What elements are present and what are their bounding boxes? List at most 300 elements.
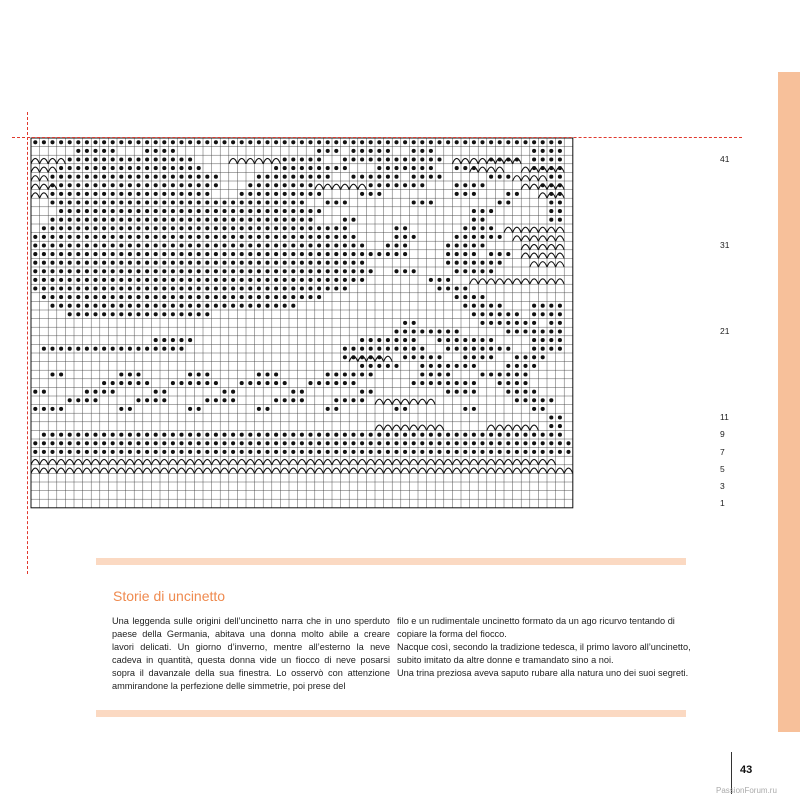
chart-dot	[446, 364, 450, 368]
chart-dot	[145, 157, 149, 161]
chart-dot	[343, 381, 347, 385]
chart-scallop	[530, 468, 539, 473]
chart-dot	[343, 140, 347, 144]
chart-dot	[317, 140, 321, 144]
chart-dot	[558, 149, 562, 153]
chart-dot	[265, 372, 269, 376]
chart-dot	[214, 398, 218, 402]
chart-dot	[429, 140, 433, 144]
chart-dot	[343, 398, 347, 402]
chart-scallop	[203, 468, 212, 473]
chart-dot	[119, 157, 123, 161]
chart-scallop	[547, 236, 556, 241]
chart-scallop	[384, 425, 393, 430]
chart-dot	[171, 261, 175, 265]
chart-dot	[162, 261, 166, 265]
chart-dot	[437, 433, 441, 437]
chart-dot	[128, 200, 132, 204]
chart-dot	[171, 338, 175, 342]
chart-dot	[463, 235, 467, 239]
cut-line-vertical	[27, 112, 28, 574]
chart-dot	[549, 433, 553, 437]
chart-dot	[136, 347, 140, 351]
chart-dot	[240, 269, 244, 273]
chart-dot	[274, 269, 278, 273]
chart-dot	[111, 433, 115, 437]
chart-dot	[102, 235, 106, 239]
chart-dot	[532, 312, 536, 316]
chart-dot	[179, 183, 183, 187]
chart-dot	[128, 218, 132, 222]
chart-scallop	[384, 399, 393, 404]
chart-dot	[136, 372, 140, 376]
chart-dot	[300, 398, 304, 402]
chart-dot	[283, 209, 287, 213]
chart-dot	[549, 183, 553, 187]
chart-dot	[68, 252, 72, 256]
chart-dot	[472, 441, 476, 445]
chart-dot	[351, 218, 355, 222]
chart-dot	[463, 252, 467, 256]
chart-dot	[136, 235, 140, 239]
chart-scallop	[521, 468, 530, 473]
chart-dot	[506, 390, 510, 394]
chart-dot	[76, 441, 80, 445]
chart-dot	[111, 286, 115, 290]
chart-dot	[197, 295, 201, 299]
chart-dot	[265, 235, 269, 239]
chart-scallop	[358, 184, 367, 189]
chart-scallop	[40, 184, 49, 189]
chart-dot	[291, 243, 295, 247]
chart-dot	[265, 381, 269, 385]
chart-dot	[50, 183, 54, 187]
chart-dot	[102, 166, 106, 170]
chart-dot	[274, 140, 278, 144]
chart-dot	[420, 329, 424, 333]
chart-dot	[420, 347, 424, 351]
chart-dot	[85, 398, 89, 402]
chart-dot	[111, 157, 115, 161]
chart-scallop	[349, 459, 358, 464]
chart-scallop	[143, 468, 152, 473]
chart-dot	[360, 243, 364, 247]
chart-dot	[386, 364, 390, 368]
chart-dot	[558, 183, 562, 187]
chart-scallop	[530, 227, 539, 232]
chart-dot	[33, 450, 37, 454]
chart-dot	[463, 183, 467, 187]
chart-dot	[102, 175, 106, 179]
chart-scallop	[255, 459, 264, 464]
chart-dot	[506, 450, 510, 454]
chart-dot	[386, 347, 390, 351]
chart-scallop	[332, 468, 341, 473]
chart-dot	[274, 295, 278, 299]
chart-dot	[119, 441, 123, 445]
chart-dot	[549, 398, 553, 402]
chart-dot	[188, 450, 192, 454]
chart-dot	[188, 140, 192, 144]
chart-dot	[197, 209, 201, 213]
chart-dot	[300, 286, 304, 290]
chart-dot	[308, 381, 312, 385]
chart-dot	[420, 433, 424, 437]
chart-dot	[283, 226, 287, 230]
chart-dot	[549, 347, 553, 351]
chart-dot	[369, 355, 373, 359]
chart-scallop	[401, 425, 410, 430]
chart-dot	[265, 218, 269, 222]
chart-dot	[386, 450, 390, 454]
chart-dot	[128, 407, 132, 411]
chart-dot	[162, 209, 166, 213]
chart-dot	[171, 433, 175, 437]
chart-scallop	[31, 193, 40, 198]
row-number: 11	[720, 412, 729, 423]
chart-dot	[257, 381, 261, 385]
chart-scallop	[349, 468, 358, 473]
chart-dot	[119, 372, 123, 376]
chart-dot	[549, 218, 553, 222]
chart-dot	[205, 286, 209, 290]
chart-dot	[93, 209, 97, 213]
chart-dot	[76, 192, 80, 196]
chart-dot	[197, 252, 201, 256]
chart-scallop	[392, 459, 401, 464]
chart-dot	[463, 140, 467, 144]
chart-dot	[343, 157, 347, 161]
chart-dot	[558, 192, 562, 196]
chart-dot	[68, 218, 72, 222]
decorative-strip-top	[96, 558, 686, 565]
chart-scallop	[57, 468, 66, 473]
chart-dot	[291, 286, 295, 290]
chart-dot	[119, 304, 123, 308]
chart-dot	[472, 226, 476, 230]
chart-dot	[343, 372, 347, 376]
chart-dot	[162, 450, 166, 454]
chart-dot	[515, 364, 519, 368]
chart-dot	[291, 218, 295, 222]
chart-dot	[59, 441, 63, 445]
chart-dot	[76, 347, 80, 351]
chart-dot	[111, 381, 115, 385]
chart-dot	[231, 140, 235, 144]
chart-dot	[463, 364, 467, 368]
chart-dot	[343, 433, 347, 437]
chart-dot	[300, 175, 304, 179]
chart-dot	[291, 433, 295, 437]
chart-dot	[265, 450, 269, 454]
chart-dot	[300, 226, 304, 230]
chart-dot	[463, 269, 467, 273]
chart-scallop	[470, 459, 479, 464]
chart-dot	[179, 381, 183, 385]
chart-dot	[549, 157, 553, 161]
chart-dot	[317, 450, 321, 454]
chart-dot	[412, 269, 416, 273]
chart-dot	[205, 175, 209, 179]
chart-dot	[317, 243, 321, 247]
chart-dot	[179, 209, 183, 213]
chart-dot	[76, 157, 80, 161]
chart-dot	[455, 441, 459, 445]
chart-scallop	[538, 193, 547, 198]
chart-dot	[394, 140, 398, 144]
chart-dot	[549, 321, 553, 325]
chart-dot	[558, 304, 562, 308]
chart-dot	[231, 278, 235, 282]
chart-dot	[205, 209, 209, 213]
chart-dot	[68, 433, 72, 437]
chart-scallop	[298, 468, 307, 473]
chart-scallop	[117, 468, 126, 473]
chart-dot	[283, 218, 287, 222]
chart-dot	[93, 304, 97, 308]
chart-dot	[274, 218, 278, 222]
chart-dot	[291, 441, 295, 445]
chart-dot	[394, 407, 398, 411]
chart-scallop	[427, 468, 436, 473]
chart-scallop	[435, 468, 444, 473]
chart-dot	[188, 312, 192, 316]
chart-scallop	[323, 459, 332, 464]
chart-dot	[85, 433, 89, 437]
chart-dot	[412, 321, 416, 325]
chart-dot	[334, 286, 338, 290]
chart-scallop	[315, 468, 324, 473]
chart-dot	[154, 200, 158, 204]
chart-dot	[300, 235, 304, 239]
chart-dot	[214, 433, 218, 437]
chart-dot	[265, 140, 269, 144]
chart-dot	[300, 433, 304, 437]
chart-dot	[343, 252, 347, 256]
chart-dot	[437, 381, 441, 385]
chart-dot	[68, 312, 72, 316]
chart-dot	[317, 433, 321, 437]
chart-dot	[119, 218, 123, 222]
chart-scallop	[177, 459, 186, 464]
chart-dot	[85, 450, 89, 454]
chart-dot	[128, 372, 132, 376]
chart-dot	[506, 175, 510, 179]
chart-dot	[489, 235, 493, 239]
chart-dot	[111, 278, 115, 282]
chart-dot	[59, 295, 63, 299]
chart-dot	[257, 192, 261, 196]
chart-dot	[154, 149, 158, 153]
chart-dot	[532, 364, 536, 368]
chart-dot	[179, 243, 183, 247]
chart-dot	[532, 321, 536, 325]
chart-dot	[360, 372, 364, 376]
chart-dot	[403, 157, 407, 161]
chart-dot	[179, 295, 183, 299]
chart-dot	[162, 235, 166, 239]
chart-scallop	[143, 459, 152, 464]
chart-dot	[248, 252, 252, 256]
chart-scallop	[40, 193, 49, 198]
chart-dot	[472, 364, 476, 368]
chart-dot	[489, 252, 493, 256]
chart-dot	[472, 433, 476, 437]
chart-scallop	[375, 459, 384, 464]
chart-dot	[317, 269, 321, 273]
chart-scallop	[538, 262, 547, 267]
chart-dot	[248, 269, 252, 273]
chart-scallop	[504, 425, 513, 430]
chart-dot	[197, 166, 201, 170]
chart-dot	[188, 381, 192, 385]
chart-dot	[300, 441, 304, 445]
chart-dot	[326, 278, 330, 282]
chart-dot	[334, 407, 338, 411]
chart-dot	[351, 269, 355, 273]
chart-scallop	[461, 158, 470, 163]
chart-dot	[506, 372, 510, 376]
chart-scallop	[341, 184, 350, 189]
chart-dot	[334, 235, 338, 239]
chart-scallop	[427, 425, 436, 430]
chart-dot	[377, 450, 381, 454]
chart-dot	[429, 372, 433, 376]
chart-dot	[283, 166, 287, 170]
chart-dot	[360, 433, 364, 437]
chart-dot	[360, 390, 364, 394]
chart-dot	[334, 261, 338, 265]
chart-dot	[463, 433, 467, 437]
chart-dot	[386, 157, 390, 161]
chart-dot	[85, 347, 89, 351]
chart-dot	[222, 235, 226, 239]
chart-dot	[257, 433, 261, 437]
chart-scallop	[203, 459, 212, 464]
chart-dot	[136, 295, 140, 299]
chart-dot	[162, 218, 166, 222]
chart-dot	[214, 295, 218, 299]
chart-dot	[188, 441, 192, 445]
chart-dot	[171, 235, 175, 239]
chart-scallop	[212, 468, 221, 473]
chart-dot	[179, 261, 183, 265]
chart-scallop	[513, 425, 522, 430]
chart-dot	[257, 218, 261, 222]
chart-dot	[154, 166, 158, 170]
chart-scallop	[212, 459, 221, 464]
chart-dot	[386, 441, 390, 445]
chart-dot	[119, 295, 123, 299]
chart-dot	[136, 209, 140, 213]
chart-dot	[93, 140, 97, 144]
chart-dot	[102, 390, 106, 394]
chart-dot	[549, 424, 553, 428]
chart-dot	[240, 286, 244, 290]
chart-dot	[403, 338, 407, 342]
chart-dot	[455, 329, 459, 333]
chart-dot	[394, 183, 398, 187]
chart-dot	[463, 381, 467, 385]
chart-scallop	[220, 459, 229, 464]
chart-dot	[377, 166, 381, 170]
chart-scallop	[160, 459, 169, 464]
chart-dot	[317, 261, 321, 265]
chart-dot	[326, 252, 330, 256]
chart-dot	[480, 218, 484, 222]
chart-dot	[33, 278, 37, 282]
chart-dot	[369, 450, 373, 454]
chart-scallop	[65, 468, 74, 473]
chart-scallop	[409, 459, 418, 464]
chart-dot	[214, 381, 218, 385]
chart-scallop	[401, 399, 410, 404]
chart-dot	[76, 149, 80, 153]
chart-dot	[171, 381, 175, 385]
chart-scallop	[194, 459, 203, 464]
chart-dot	[480, 295, 484, 299]
chart-dot	[334, 441, 338, 445]
chart-dot	[145, 398, 149, 402]
chart-dot	[136, 200, 140, 204]
chart-dot	[343, 450, 347, 454]
chart-dot	[85, 149, 89, 153]
chart-dot	[93, 252, 97, 256]
chart-dot	[42, 286, 46, 290]
chart-dot	[205, 381, 209, 385]
chart-dot	[214, 140, 218, 144]
chart-dot	[111, 269, 115, 273]
chart-dot	[214, 243, 218, 247]
chart-dot	[455, 235, 459, 239]
chart-dot	[162, 338, 166, 342]
chart-dot	[360, 149, 364, 153]
chart-dot	[489, 269, 493, 273]
chart-scallop	[478, 167, 487, 172]
chart-dot	[420, 140, 424, 144]
chart-dot	[360, 355, 364, 359]
chart-scallop	[452, 158, 461, 163]
chart-dot	[119, 381, 123, 385]
chart-dot	[171, 166, 175, 170]
chart-dot	[257, 261, 261, 265]
chart-dot	[377, 140, 381, 144]
chart-dot	[145, 312, 149, 316]
chart-dot	[274, 381, 278, 385]
chart-dot	[102, 200, 106, 204]
chart-dot	[265, 269, 269, 273]
chart-dot	[102, 149, 106, 153]
chart-dot	[343, 347, 347, 351]
chart-scallop	[31, 468, 40, 473]
chart-dot	[33, 261, 37, 265]
chart-scallop	[513, 468, 522, 473]
chart-dot	[377, 175, 381, 179]
chart-scallop	[48, 459, 57, 464]
chart-scallop	[298, 459, 307, 464]
chart-scallop	[487, 279, 496, 284]
row-number: 5	[720, 463, 725, 474]
chart-dot	[231, 200, 235, 204]
chart-dot	[145, 218, 149, 222]
chart-scallop	[495, 279, 504, 284]
chart-dot	[300, 209, 304, 213]
chart-dot	[171, 278, 175, 282]
chart-dot	[205, 252, 209, 256]
chart-scallop	[384, 356, 393, 361]
chart-dot	[429, 355, 433, 359]
chart-dot	[257, 243, 261, 247]
